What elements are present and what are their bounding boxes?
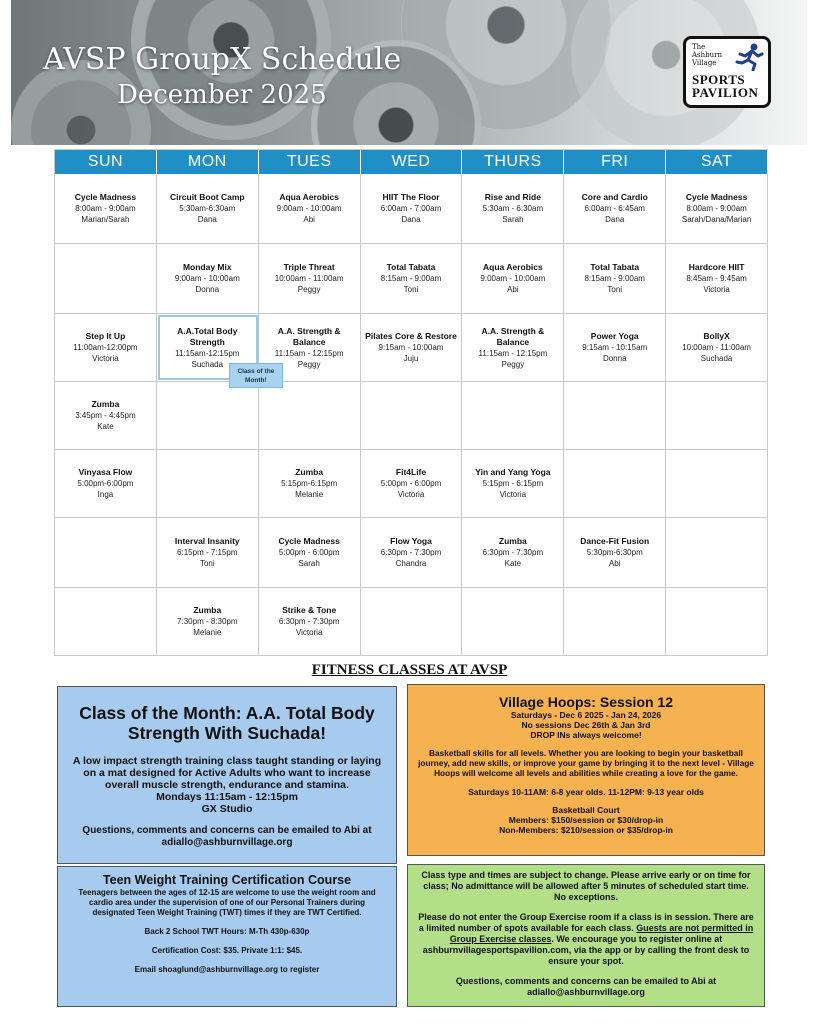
page-title: AVSP GroupX Schedule	[43, 42, 402, 77]
sports-pavilion-logo	[683, 36, 771, 108]
empty-slot	[55, 518, 157, 587]
class-name: Circuit Boot Camp	[169, 192, 245, 202]
empty-slot	[666, 450, 768, 517]
class-name: Cycle Madness	[685, 192, 748, 202]
class-name: Strike & Tone	[282, 605, 337, 615]
class-time: 3:45pm - 4:45pm	[75, 411, 136, 420]
class-slot	[462, 518, 564, 587]
policy-entry: Please do not enter the Group Exercise room if a class is in session. There are a limited number of spots available for each class. Guests are not permitted in Group Exercise classes. We encourage you to register online at ashburnvillagesportspavilion.com, via the app or by calling the front desk to ensure your spot.	[418, 912, 754, 966]
class-instructor: Suchada	[191, 359, 224, 369]
class-name: Interval Insanity	[174, 536, 240, 546]
class-name: Zumba	[91, 399, 120, 409]
class-slot	[361, 314, 463, 381]
class-slot	[462, 244, 564, 313]
hoops-nonmembers-price: Non-Members: $210/session or $35/drop-in	[499, 825, 673, 835]
class-instructor: Inga	[97, 490, 114, 499]
class-time: 11:00am-12:00pm	[73, 343, 138, 352]
hoops-ages: Saturdays 10-11AM: 6-8 year olds. 11-12PM: 9-13 year olds	[468, 787, 704, 797]
policy-contact: Questions, comments and concerns can be emailed to Abi at adiallo@ashburnvillage.org	[455, 976, 717, 997]
class-slot	[666, 244, 768, 313]
class-time: 8:45am - 9:45am	[686, 274, 747, 283]
class-instructor: Victoria	[295, 628, 323, 637]
day-header-thurs: THURS	[462, 150, 564, 174]
class-name: BollyX	[703, 331, 730, 341]
empty-slot	[564, 382, 666, 449]
class-instructor: Abi	[303, 215, 315, 224]
class-instructor: Donna	[602, 354, 627, 363]
class-name: Pilates Core & Restore	[365, 331, 457, 341]
class-time: 8:00am - 9:00am	[686, 204, 747, 213]
class-time: 5:30pm-6:30pm	[586, 548, 643, 557]
class-name: Zumba	[498, 536, 527, 546]
class-time: 9:00am - 10:00am	[276, 204, 342, 213]
class-slot	[55, 314, 157, 381]
class-time: 11:15am-12:15pm	[175, 348, 240, 358]
class-slot	[564, 174, 666, 243]
class-name: Fit4Life	[395, 467, 427, 477]
class-name: Core and Cardio	[581, 192, 648, 202]
class-slot	[564, 518, 666, 587]
class-name: Step It Up	[85, 331, 126, 341]
class-slot	[462, 450, 564, 517]
class-time: 5:15pm - 6:15pm	[482, 479, 544, 488]
class-name: A.A. Strength & Balance	[277, 325, 341, 347]
class-instructor: Sarah	[298, 559, 320, 568]
class-slot	[564, 244, 666, 313]
empty-slot	[157, 450, 259, 517]
class-time: 5:00pm-6:00pm	[77, 479, 134, 488]
class-instructor: Peggy	[297, 285, 321, 294]
class-name: Zumba	[295, 467, 324, 477]
section-title: FITNESS CLASSES AT AVSP	[311, 662, 508, 678]
page-subtitle: December 2025	[117, 80, 327, 110]
class-slot	[259, 174, 361, 243]
schedule-row	[55, 244, 768, 314]
schedule-row	[55, 314, 768, 382]
hoops-members-price: Members: $150/session or $30/drop-in	[508, 815, 664, 825]
day-header-sun: SUN	[55, 150, 157, 174]
day-header-sat: SAT	[666, 150, 768, 174]
class-slot	[157, 314, 275, 384]
class-time: 6:00am - 7:00am	[380, 204, 442, 213]
class-slot	[55, 450, 157, 517]
class-time: 5:00pm - 6:00pm	[278, 548, 340, 557]
empty-slot	[55, 588, 157, 655]
class-of-month-badge: Class of the Month!	[229, 363, 283, 388]
hoops-title: Village Hoops: Session 12	[498, 694, 674, 710]
class-instructor: Sarah/Dana/Marian	[681, 215, 752, 224]
class-time: 11:15am - 12:15pm	[274, 348, 344, 358]
empty-slot	[55, 244, 157, 313]
class-instructor: Toni	[607, 285, 623, 294]
class-name: Dance-Fit Fusion	[580, 536, 650, 546]
logo-text-top: The Ashburn Village	[692, 43, 722, 67]
class-instructor: Dana	[605, 215, 625, 224]
class-instructor: Sarah	[502, 215, 524, 224]
teen-hours: Back 2 School TWT Hours: M-Th 430p-630p	[144, 927, 310, 936]
empty-slot	[564, 588, 666, 655]
class-time: 6:30pm - 7:30pm	[380, 548, 442, 557]
class-name: Zumba	[193, 605, 222, 615]
class-name: A.A.Total Body Strength	[177, 325, 238, 347]
class-instructor: Dana	[401, 215, 421, 224]
class-slot	[157, 518, 259, 587]
class-instructor: Peggy	[297, 359, 321, 369]
hoops-description: Basketball skills for all levels. Whether you are looking to begin your basketball journey, add new skills, or improve your game by bringing it to the next level - Village Hoops will welcome all levels and abilities while creating a love for the game.	[418, 748, 754, 778]
logo-text-bottom: SPORTS PAVILION	[692, 72, 759, 100]
class-time: 9:15am - 10:15am	[582, 343, 648, 352]
day-header-wed: WED	[361, 150, 463, 174]
class-instructor: Victoria	[703, 285, 730, 294]
class-slot	[157, 174, 259, 243]
class-slot	[259, 518, 361, 587]
class-of-month-time: Mondays 11:15am - 12:15pm	[156, 791, 298, 803]
schedule-row	[55, 382, 768, 450]
class-time: 5:30am-6:30am	[179, 204, 236, 213]
class-slot	[259, 244, 361, 313]
class-instructor: Peggy	[501, 359, 525, 369]
class-instructor: Suchada	[700, 354, 733, 363]
class-instructor: Abi	[608, 559, 621, 568]
class-name: Flow Yoga	[390, 536, 432, 546]
class-slot	[361, 518, 463, 587]
class-time: 10:00am - 11:00am	[274, 274, 344, 283]
class-time: 9:15am - 10:00am	[378, 343, 444, 352]
class-instructor: Melanie	[193, 628, 222, 637]
class-slot	[361, 244, 463, 313]
policy-box	[407, 864, 765, 1007]
class-time: 6:00am - 6:45am	[584, 204, 645, 213]
class-name: Aqua Aerobics	[483, 262, 543, 272]
class-slot	[564, 314, 666, 381]
class-name: Triple Threat	[283, 262, 335, 272]
class-instructor: Kate	[97, 422, 114, 431]
class-time: 10:00am - 11:00am	[682, 343, 751, 352]
policy-guests-note: Guests are not permitted in Group Exercise classes	[449, 923, 754, 944]
schedule-row	[55, 174, 768, 244]
policy-arrival: Class type and times are subject to change. Please arrive early or on time for class; No admittance will be allowed after 5 minutes of scheduled start time. No exceptions.	[421, 870, 751, 902]
teen-title: Teen Weight Training Certification Course	[102, 873, 352, 887]
class-name: Monday Mix	[182, 262, 232, 272]
class-name: Cycle Madness	[278, 536, 340, 546]
class-slot	[259, 588, 361, 655]
class-instructor: Victoria	[397, 490, 425, 499]
class-name: Yin and Yang Yoga	[475, 467, 551, 477]
class-time: 9:00am - 10:00am	[174, 274, 240, 283]
class-slot	[666, 314, 768, 381]
header-banner	[11, 0, 807, 145]
class-instructor: Kate	[504, 559, 522, 568]
hoops-dropins: DROP INs always welcome!	[530, 730, 642, 740]
class-name: HIIT The Floor	[382, 192, 440, 202]
class-time: 9:00am - 10:00am	[480, 274, 546, 283]
empty-slot	[666, 382, 768, 449]
teen-email: Email shoaglund@ashburnvillage.org to register	[134, 965, 320, 974]
class-time: 5:30am - 6:30am	[482, 204, 544, 213]
class-instructor: Toni	[403, 285, 419, 294]
teen-cost: Certification Cost: $35. Private 1:1: $45.	[151, 946, 303, 955]
day-header-tues: TUES	[259, 150, 361, 174]
class-slot	[157, 588, 259, 655]
class-name: Total Tabata	[590, 262, 640, 272]
class-instructor: Chandra	[395, 559, 427, 568]
class-instructor: Victoria	[499, 490, 527, 499]
class-time: 8:15am - 9:00am	[380, 274, 442, 283]
class-instructor: Juju	[403, 354, 419, 363]
class-name: Aqua Aerobics	[279, 192, 339, 202]
class-slot	[55, 174, 157, 243]
class-time: 8:15am - 9:00am	[584, 274, 645, 283]
class-slot	[361, 450, 463, 517]
empty-slot	[462, 588, 564, 655]
class-instructor: Abi	[507, 285, 519, 294]
class-time: 5:15pm-6:15pm	[281, 479, 338, 488]
class-instructor: Donna	[195, 285, 220, 294]
village-hoops-box	[407, 684, 765, 856]
day-header-fri: FRI	[564, 150, 666, 174]
class-name: A.A. Strength & Balance	[481, 325, 545, 347]
class-of-month-description: A low impact strength training class taught standing or laying on a mat designed for Active Adults who want to increase overall muscle strength, endurance and stamina.	[72, 755, 382, 791]
empty-slot	[259, 382, 361, 449]
runner-icon	[734, 43, 764, 71]
empty-slot	[361, 382, 463, 449]
class-slot	[157, 244, 259, 313]
class-instructor: Marian/Sarah	[81, 215, 130, 224]
empty-slot	[564, 450, 666, 517]
class-slot	[259, 450, 361, 517]
class-slot	[55, 382, 157, 449]
class-time: 6:15pm - 7:15pm	[177, 548, 238, 557]
class-of-month-title: Class of the Month: A.A. Total Body Strength With Suchada!	[79, 703, 375, 743]
class-of-month-location: GX Studio	[201, 803, 253, 815]
hoops-dates: Saturdays - Dec 6 2025 - Jan 24, 2026	[510, 710, 662, 720]
empty-slot	[666, 588, 768, 655]
empty-slot	[462, 382, 564, 449]
class-time: 6:30pm - 7:30pm	[278, 617, 340, 626]
schedule-row	[55, 518, 768, 588]
class-time: 11:15am - 12:15pm	[478, 348, 548, 358]
hoops-court: Basketball Court	[552, 805, 620, 815]
class-slot	[462, 314, 564, 381]
class-slot	[462, 174, 564, 243]
empty-slot	[666, 518, 768, 587]
teen-weight-training-box	[57, 866, 397, 1007]
class-name: Rise and Ride	[484, 192, 541, 202]
schedule-row	[55, 450, 768, 518]
class-slot	[361, 174, 463, 243]
class-slot	[666, 174, 768, 243]
class-of-month-contact: Questions, comments and concerns can be emailed to Abi at adiallo@ashburnvillage.org	[82, 825, 372, 848]
class-name: Total Tabata	[386, 262, 436, 272]
empty-slot	[361, 588, 463, 655]
class-name: Vinyasa Flow	[78, 467, 133, 477]
empty-slot	[157, 382, 259, 449]
teen-description: Teenagers between the ages of 12-15 are welcome to use the weight room and cardio area under the supervision of one of our Personal Trainers during designated Teen Weight Training (TWT) times if they are TWT Certified.	[78, 888, 376, 917]
schedule-row	[55, 588, 768, 656]
class-instructor: Victoria	[92, 354, 119, 363]
schedule-grid	[54, 149, 768, 656]
class-name: Power Yoga	[590, 331, 639, 341]
class-time: 7:30pm - 8:30pm	[177, 617, 238, 626]
class-name: Cycle Madness	[74, 192, 137, 202]
class-time: 6:30pm - 7:30pm	[482, 548, 544, 557]
class-of-month-box	[57, 686, 397, 864]
class-instructor: Melanie	[295, 490, 324, 499]
day-header-row	[55, 150, 768, 174]
class-time: 5:00pm - 6:00pm	[380, 479, 442, 488]
day-header-mon: MON	[157, 150, 259, 174]
class-time: 8:00am - 9:00am	[75, 204, 136, 213]
class-name: Hardcore HIIT	[688, 262, 745, 272]
class-instructor: Toni	[199, 559, 215, 568]
hoops-no-sessions: No sessions Dec 26th & Jan 3rd	[521, 720, 651, 730]
class-instructor: Dana	[197, 215, 217, 224]
